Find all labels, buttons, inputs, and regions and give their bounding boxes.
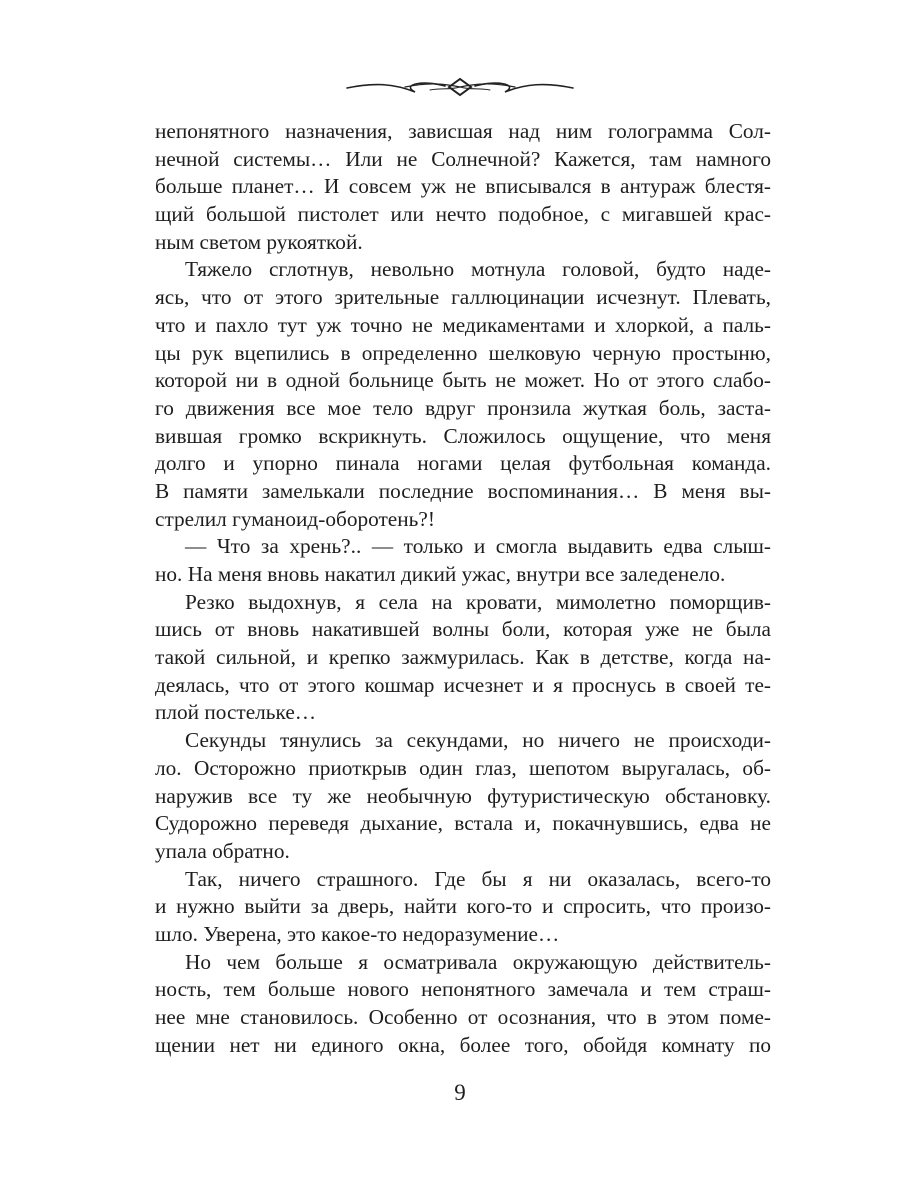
paragraph <box>155 949 771 1060</box>
paragraph <box>155 256 771 533</box>
text-line: Судорожно переведя дыхание, встала и, покачнувшись, едва не <box>155 811 771 836</box>
text-line: вившая громко вскрикнуть. Сложилось ощущение, что меня <box>155 423 771 448</box>
ornament-divider-icon <box>345 72 575 102</box>
text-line: больше планет… И совсем уж не вписывался в антураж блестя- <box>155 174 771 199</box>
text-line: которой ни в одной больнице быть не может. Но от этого слабо- <box>155 368 771 393</box>
text-line: цы рук вцепились в определенно шелковую черную простыню, <box>155 340 771 365</box>
text-line: Так, ничего страшного. Где бы я ни оказалась, всего-то <box>185 866 771 891</box>
text-line: такой сильной, и крепко зажмурилась. Как в детстве, когда на- <box>155 645 771 670</box>
text-line: щении нет ни единого окна, более того, обойдя комнату по <box>155 1032 771 1057</box>
text-line: ность, тем больше нового непонятного замечала и тем страш- <box>155 977 771 1002</box>
text-line: деялась, что от этого кошмар исчезнет и я проснусь в своей те- <box>155 672 771 697</box>
text-line: упала обратно. <box>155 838 290 863</box>
text-line: нечной системы… Или не Солнечной? Кажется, там намного <box>155 146 771 171</box>
text-line: Резко выдохнув, я села на кровати, мимолетно поморщив- <box>185 589 771 614</box>
body-text <box>155 118 771 1059</box>
text-line: щий большой пистолет или нечто подобное, с мигавшей крас- <box>155 202 771 227</box>
paragraph <box>155 118 771 256</box>
text-line: шло. Уверена, это какое-то недоразумение… <box>155 921 560 946</box>
text-line: ясь, что от этого зрительные галлюцинации исчезнут. Плевать, <box>155 285 771 310</box>
text-line: Тяжело сглотнув, невольно мотнула головой, будто наде- <box>185 257 771 282</box>
page-number: 9 <box>454 1080 466 1105</box>
text-line: плой постельке… <box>155 700 317 725</box>
text-line: что и пахло тут уж точно не медикаментами и хлоркой, а паль- <box>155 312 771 337</box>
text-line: и нужно выйти за дверь, найти кого-то и спросить, что произо- <box>155 894 771 919</box>
text-line: го движения все мое тело вдруг пронзила жуткая боль, заста- <box>155 395 771 420</box>
text-line: — Что за хрень?.. — только и смогла выдавить едва слыш- <box>185 534 771 559</box>
text-line: нее мне становилось. Особенно от осознания, что в этом поме- <box>155 1005 771 1029</box>
text-line: непонятного назначения, зависшая над ним голограмма Сол- <box>155 119 771 143</box>
text-line: Но чем больше я осматривала окружающую действитель- <box>185 949 771 974</box>
paragraph <box>155 727 771 865</box>
text-line: Секунды тянулись за секундами, но ничего не происходи- <box>185 728 771 753</box>
text-line: ло. Осторожно приоткрыв один глаз, шепотом выругалась, об- <box>155 755 771 780</box>
text-line: ным светом рукояткой. <box>155 229 363 254</box>
text-line: шись от вновь накатившей волны боли, которая уже не была <box>155 617 771 642</box>
text-line: В памяти замелькали последние воспоминания… В меня вы- <box>155 478 771 503</box>
text-line: но. На меня вновь накатил дикий ужас, внутри все заледенело. <box>155 562 726 586</box>
text-line: долго и упорно пинала ногами целая футбольная команда. <box>155 451 771 476</box>
paragraph <box>155 589 771 727</box>
text-line: наружив все ту же необычную футуристическую обстановку. <box>155 783 771 808</box>
paragraph <box>155 866 771 949</box>
paragraph <box>155 533 771 588</box>
text-line: стрелил гуманоид-оборотень?! <box>155 506 435 531</box>
